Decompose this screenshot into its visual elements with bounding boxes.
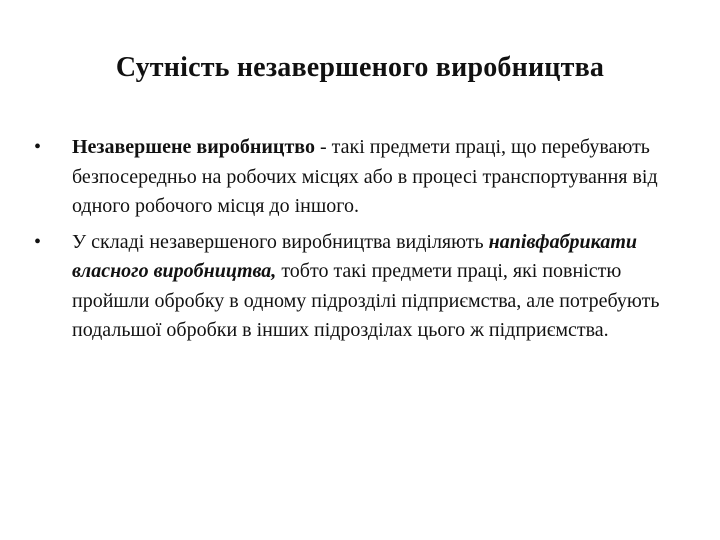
bullet-list [34, 133, 674, 352]
bullet-item-semifinished [34, 228, 674, 346]
bullet-dot-icon: • [34, 230, 42, 253]
slide-title: Сутність незавершеного виробництва [115, 52, 605, 83]
bullet-dot-icon: • [34, 136, 42, 158]
semifinished-term: напівфабрикати власного виробництва, [72, 230, 637, 282]
bullet-item-definition [34, 133, 674, 222]
semifinished-lead: У складі незавершеного виробництва виділяють [72, 230, 489, 253]
definition-text: - такі предмети праці, що перебувають безпосередньо на робочих місцях або в процесі транспортування від одного робочого місця до іншого. [72, 136, 658, 217]
definition-term: Незавершене виробництво [72, 136, 315, 158]
semifinished-text: тобто такі предмети праці, які повністю пройшли обробку в одному підрозділі підприємства, але потребують подальшої обробки в інших підрозділах цього ж підприємства. [72, 260, 660, 341]
